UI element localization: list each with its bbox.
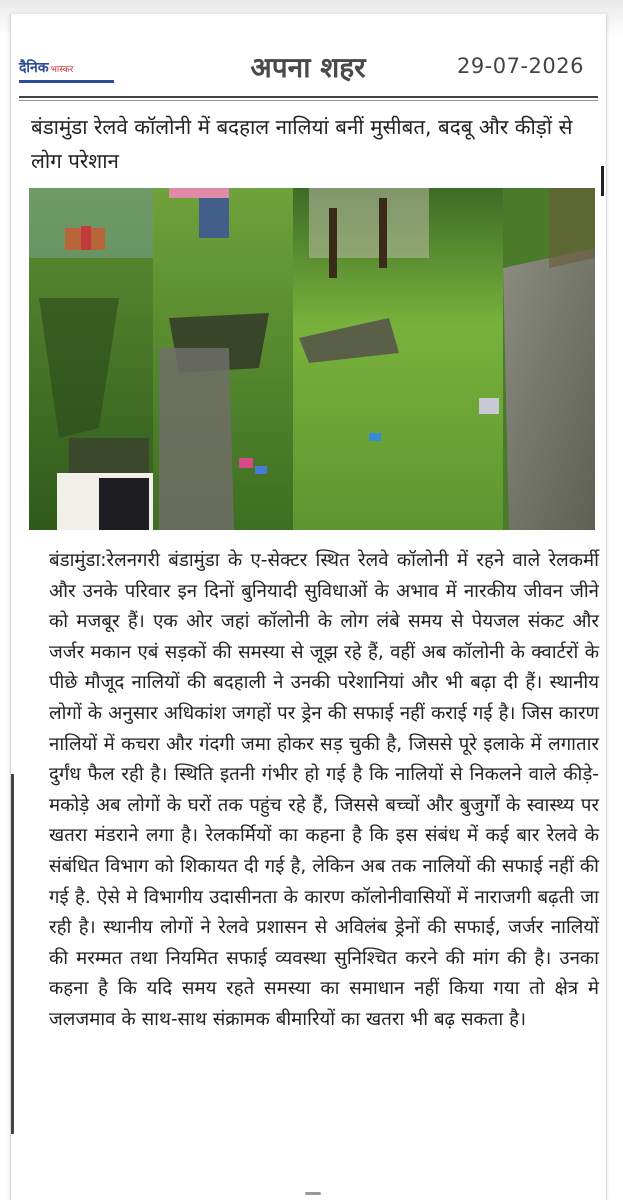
column-marker (601, 166, 604, 196)
publication-date: 29-07-2026 (456, 54, 584, 78)
article-body: बंडामुंडा:रेलनगरी बंडामुंडा के ए-सेक्टर स्थित रेलवे कॉलोनी में रहने वाले रेलकर्मी और उनके परिवार इन दिनों बुनियादी सुविधाओं के अभाव में नारकीय जीवन जीने को मजबूर हैं। एक ओर जहां कॉलोनी के लोग लंबे समय से पेयजल संकट और जर्जर मकान एबं सड़कों की समस्या से जूझ रहे हैं, वहीं अब कॉलोनी के क्वार्टरों के पीछे मौजूद नालियों की बदहाली ने उनकी परेशानियां और भी बढ़ा दी हैं। स्थानीय लोगों के अनुसार अधिकांश जगहों पर ड्रेन की सफाई नहीं कराई गई है। जिस कारण नालियों में कचरा और गंदगी जमा होकर सड़ चुकी है, जिससे पूरे इलाके में लगातार दुर्गंध फैल रही है। स्थिति इतनी गंभीर हो गई है कि नालियों से निकलने वाले कीड़े-मकोड़े अब लोगों के घरों तक पहुंच रहे हैं, जिससे बच्चों और बुजुर्गों के स्वास्थ्य पर खतरा मंडराने लगा है। रेलकर्मियों का कहना है कि इस संबंध में कई बार रेलवे के संबंधित विभाग को शिकायत दी गई है, लेकिन अब तक नालियों की सफाई नहीं की गई है. ऐसे मे विभागीय उदासीनता के कारण कॉलोनीवासियों में नाराजगी बढ़ती जा रही है। स्थानीय लोगों ने रेलवे प्रशासन से अविलंब ड्रेनों की सफाई, जर्जर नालियों की मरम्मत तथा नियमित सफाई व्यवस्था सुनिश्चित करने की मांग की है। उनका कहना है कि यदि समय रहते समस्या का समाधान नहीं किया गया तो क्षेत्र मे जलजमाव के साथ-साथ संक्रामक बीमारियों का खतरा भी बढ़ सकता है। (49, 550, 599, 1030)
article-headline: बंडामुंडा रेलवे कॉलोनी में बदहाल नालियां बनीं मुसीबत, बदबू और कीड़ों से लोग परेशान (31, 115, 573, 173)
newspaper-header (11, 14, 606, 96)
newspaper-clipping (10, 14, 607, 1200)
article-photo-collage (29, 188, 595, 530)
photo-panel-3 (293, 188, 503, 530)
photo-panel-2 (153, 188, 293, 530)
newspaper-logo (19, 58, 73, 77)
section-title: अपना शहर (250, 51, 366, 84)
left-margin-bar (11, 774, 14, 1134)
logo-text: दैनिक (19, 60, 49, 76)
scroll-indicator (305, 1192, 321, 1195)
logo-sub-text: भास्कर (50, 65, 74, 75)
header-divider-thin (19, 100, 598, 101)
photo-collage-graphic (29, 188, 595, 530)
header-divider (19, 96, 598, 98)
logo-underline (19, 80, 114, 83)
photo-panel-1 (29, 188, 153, 530)
